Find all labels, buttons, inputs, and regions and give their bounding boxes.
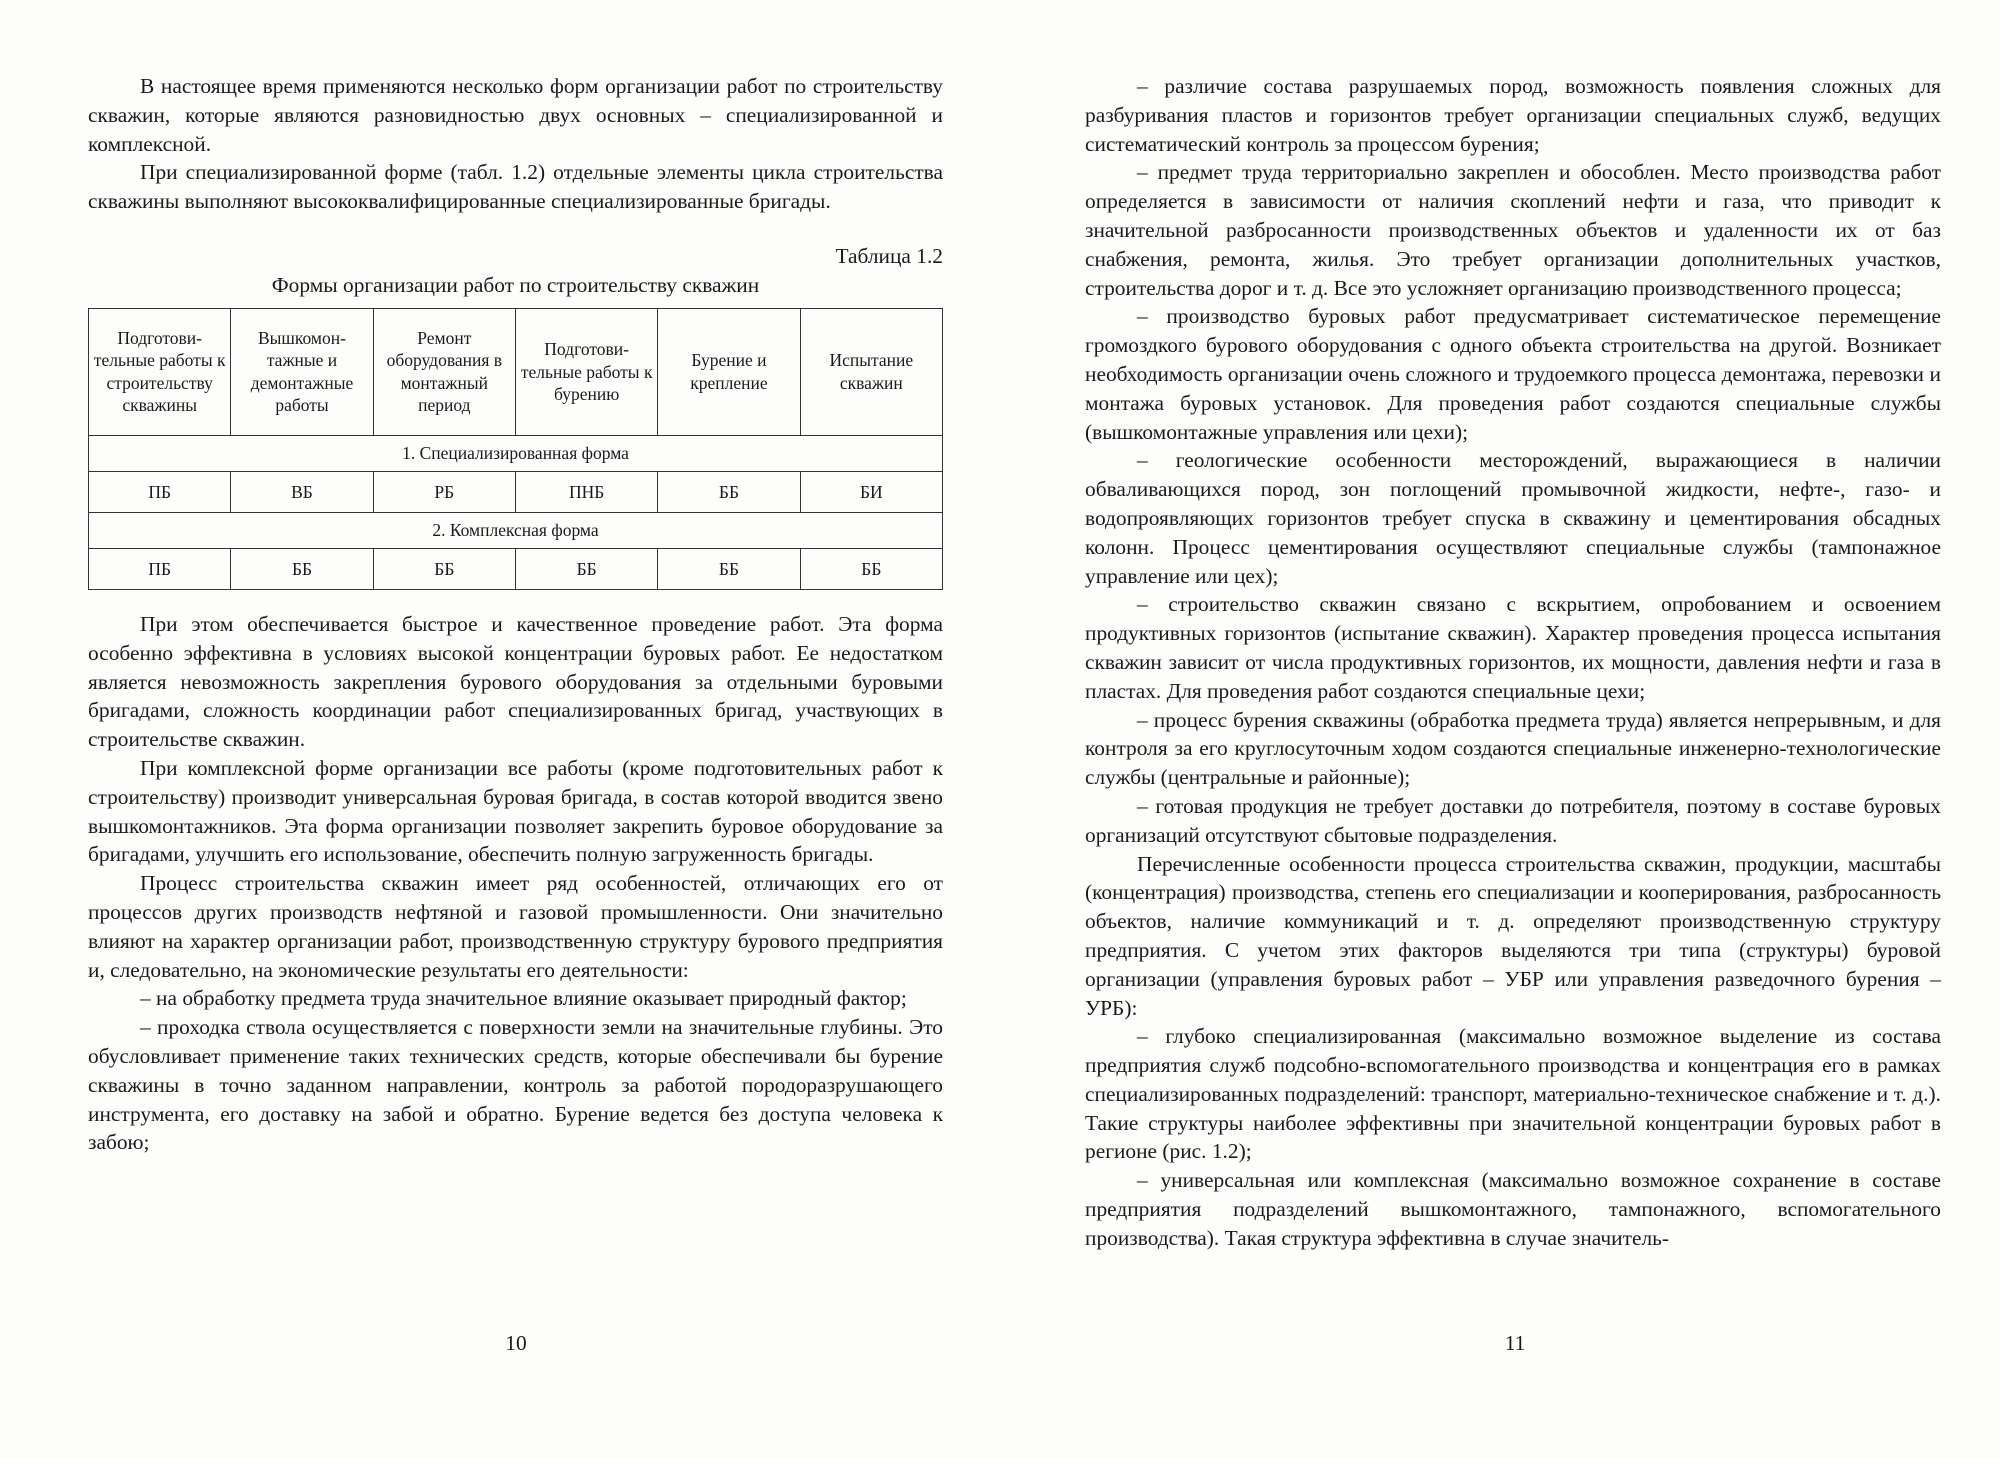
- paragraph: – различие состава разрушаемых пород, возможность появления сложных для разбуривания пластов и горизонтов требует организации специальных служб, ведущих систематический контроль за процессом бурения;: [1085, 74, 1941, 156]
- table-header-cell: Вышкомонтажные и демонтажные работы: [231, 308, 373, 435]
- paragraph: Процесс строительства скважин имеет ряд особенностей, отличающих его от процессов других производств нефтяной и газовой промышленности. Они значительно влияют на характер организации работ, производственную структуру бурового предприятия и, следовательно, на экономические результаты его деятельности:: [88, 871, 943, 982]
- paragraph: – предмет труда территориально закреплен и обособлен. Место производства работ определяется в зависимости от наличия скоплений нефти и газа, что приводит к значительной разбросанности производственных объектов и удаленности их от баз снабжения, ремонта, жилья. Это требует организации дополнительных участков, строительства дорог и т. д. Все это усложняет организацию производственного процесса;: [1085, 160, 1941, 300]
- table-cell: ББ: [515, 548, 657, 589]
- table-section-row: [89, 435, 943, 471]
- section-title: 1. Специализированная форма: [89, 435, 943, 471]
- paragraph: – готовая продукция не требует доставки до потребителя, поэтому в составе буровых организаций отсутствуют сбытовые подразделения.: [1085, 793, 1941, 847]
- page-number: 10: [505, 1331, 527, 1355]
- table-cell: БИ: [800, 471, 942, 512]
- table-title: Формы организации работ по строительству скважин: [271, 272, 760, 297]
- section-title: 2. Комплексная форма: [89, 512, 943, 548]
- table-header-row: [89, 308, 943, 435]
- table-cell: ПБ: [89, 548, 231, 589]
- table-row: [89, 548, 943, 589]
- table-header-cell: Бурение и крепление: [658, 308, 800, 435]
- left-page: [88, 72, 943, 1157]
- table-cell: РБ: [373, 471, 515, 512]
- table-cell: ББ: [800, 548, 942, 589]
- page-number: 11: [1504, 1331, 1526, 1355]
- paragraph: – универсальная или комплексная (максимально возможное сохранение в составе предприятия подразделений вышкомонтажного, тампонажного, вспомогательного производства). Такая структура эффективна в случае значитель-: [1085, 1168, 1941, 1250]
- paragraph: – проходка ствола осуществляется с поверхности земли на значительные глубины. Это обусловливает применение таких технических средств, которые обеспечивали бы бурение скважины в точно заданном направлении, контроль за работой породоразрушающего инструмента, его доставку на забой и обратно. Бурение ведется без доступа человека к забою;: [88, 1015, 943, 1155]
- table-row: [89, 471, 943, 512]
- paragraph: – производство буровых работ предусматривает систематическое перемещение громоздкого бурового оборудования с одного объекта строительства на другой. Возникает необходимость организации очень сложного и трудоемкого процесса демонтажа, перевозки и монтажа буровых установок. Для проведения работ создаются специальные службы (вышкомонтажные управления или цехи);: [1085, 304, 1941, 444]
- work-forms-table: [88, 308, 943, 590]
- paragraph: Перечисленные особенности процесса строительства скважин, продукции, масштабы (концентрация) производства, степень его специализации и кооперирования, разбросанность объектов, наличие коммуникаций и т. д. определяют производственную структуру предприятия. С учетом этих факторов выделяются три типа (структуры) буровой организации (управления буровых работ – УБР или управления разведочного бурения – УРБ):: [1085, 851, 1941, 1020]
- table-header-cell: Подготовительные работы к строительству скважины: [89, 308, 231, 435]
- spacer: [88, 216, 943, 242]
- paragraph: При этом обеспечивается быстрое и качественное проведение работ. Эта форма особенно эффективна в условиях высокой концентрации буровых работ. Ее недостатком является невозможность закрепления бурового оборудования за отдельными буровыми бригадами, сложность координации работ специализированных бригад, участвующих в строительстве скважин.: [88, 611, 943, 752]
- table-header-cell: Ремонт оборудования в монтажный период: [373, 308, 515, 435]
- table-header-cell: Испытание скважин: [800, 308, 942, 435]
- paragraph: При комплексной форме организации все работы (кроме подготовительных работ к строительству) производит универсальная буровая бригада, в состав которой вводится звено вышкомонтажников. Эта форма организации позволяет закрепить буровое оборудование за бригадами, улучшить его использование, обеспечить полную загруженность бригады.: [88, 755, 943, 867]
- table-cell: ББ: [658, 471, 800, 512]
- paragraph: – глубоко специализированная (максимально возможное выделение из состава предприятия служб подсобно-вспомогательного производства и концентрация его в рамках специализированных подразделений: транспорт, материально-техническое снабжение и т. д.). Такие структуры наиболее эффективны при значительной концентрации буровых работ в регионе (рис. 1.2);: [1085, 1024, 1941, 1164]
- right-page: [1085, 72, 1941, 1253]
- paragraph: – на обработку предмета труда значительное влияние оказывает природный фактор;: [140, 986, 907, 1011]
- table-header-cell: Подготовительные работы к бурению: [515, 308, 657, 435]
- table-cell: ПБ: [89, 471, 231, 512]
- table-cell: ББ: [373, 548, 515, 589]
- table-cell: ББ: [231, 548, 373, 589]
- table-cell: ПНБ: [515, 471, 657, 512]
- table-cell: ББ: [658, 548, 800, 589]
- paragraph: – строительство скважин связано с вскрытием, опробованием и освоением продуктивных горизонтов (испытание скважин). Характер проведения процесса испытания скважин зависит от числа продуктивных горизонтов, их мощности, давления нефти и газа в пластах. Для проведения работ создаются специальные цехи;: [1085, 592, 1941, 703]
- paragraph: При специализированной форме (табл. 1.2) отдельные элементы цикла строительства скважины выполняют высококвалифицированные специализированные бригады.: [88, 160, 943, 214]
- paragraph: – процесс бурения скважины (обработка предмета труда) является непрерывным, и для контроля за его круглосуточным ходом создаются специальные инженерно-технологические службы (центральные и районные);: [1085, 707, 1941, 790]
- table-cell: ВБ: [231, 471, 373, 512]
- table-section-row: [89, 512, 943, 548]
- paragraph: В настоящее время применяются несколько форм организации работ по строительству скважин, которые являются разновидностью двух основных – специализированной и комплексной.: [88, 74, 943, 156]
- table-caption: Таблица 1.2: [835, 243, 943, 268]
- paragraph: – геологические особенности месторождений, выражающиеся в наличии обваливающихся пород, зон поглощений промывочной жидкости, нефте-, газо- и водопроявляющих горизонтов требует спуска в скважину и цементирования обсадных колонн. Процесс цементирования осуществляют специальные службы (тампонажное управление или цех);: [1085, 448, 1941, 588]
